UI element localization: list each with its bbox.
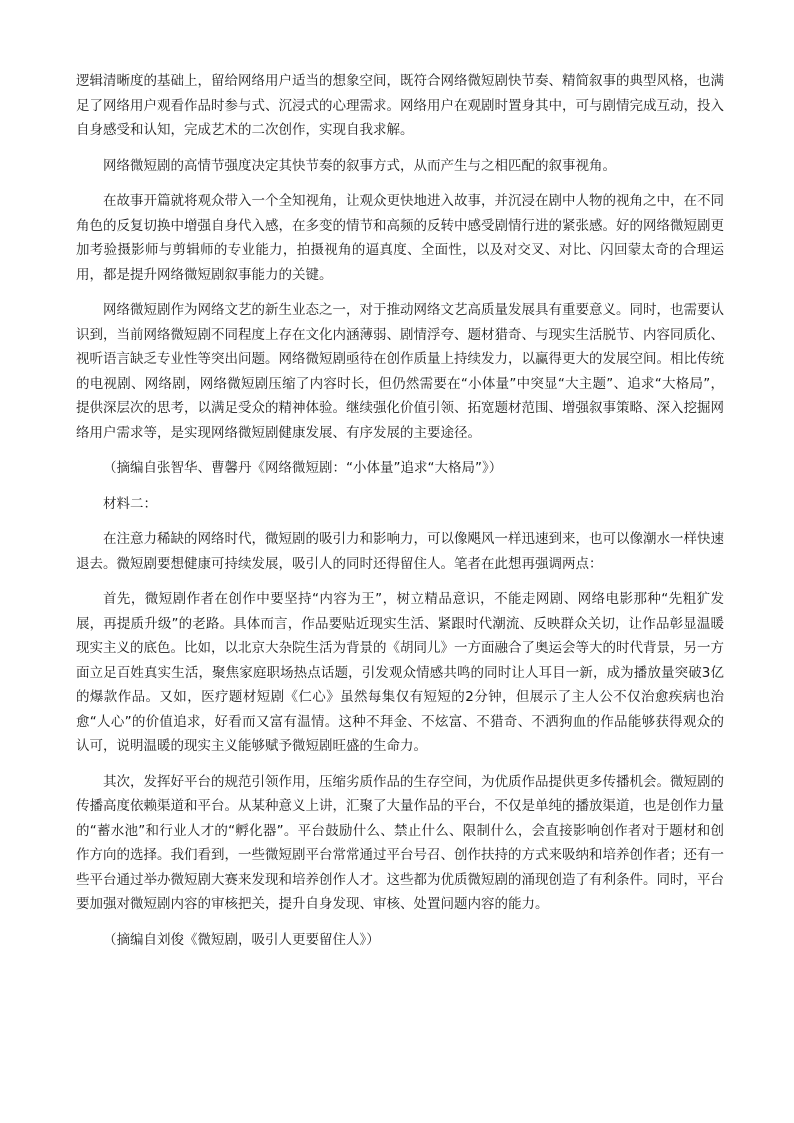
- paragraph-omniscient-view: 在故事开篇就将观众带入一个全知视角，让观众更快地进入故事，并沉浸在剧中人物的视角之中，在不同角色的反复切换中增强自身代入感，在多变的情节和高频的反转中感受剧情行进的紧张感。好的网络微短剧更加考验摄影师与剪辑师的专业能力，拍摄视角的逼真度、全面性，以及对交叉、对比、闪回蒙太奇的合理运用，都是提升网络微短剧叙事能力的关键。: [76, 193, 724, 283]
- source-citation-2: （摘编自刘俊《微短剧，吸引人更要留住人》）: [103, 931, 380, 948]
- paragraph-platform-guidance: 其次，发挥好平台的规范引领作用，压缩劣质作品的生存空间，为优质作品提供更多传播机会。微短剧的传播高度依赖渠道和平台。从某种意义上讲，汇聚了大量作品的平台，不仅是单纯的播放渠道，也是创作力量的“蓄水池”和行业人才的“孵化器”。平台鼓励什么、禁止什么、限制什么，会直接影响创作者对于题材和创作方向的选择。我们看到，一些微短剧平台常常通过平台号召、创作扶持的方式来吸纳和培养创作者；还有一些平台通过举办微短剧大赛来发现和培养创作人才。这些都为优质微短剧的涌现创造了有利条件。同时，平台要加强对微短剧内容的审核把关，提升自身发现、审核、处置问题内容的能力。: [76, 773, 724, 912]
- source-citation-1: （摘编自张智华、曹馨丹《网络微短剧：“小体量”追求“大格局”》）: [103, 460, 503, 476]
- paragraph-continuation: 逻辑清晰度的基础上，留给网络用户适当的想象空间，既符合网络微短剧快节奏、精简叙事的典型风格，也满足了网络用户观看作品时参与式、沉浸式的心理需求。网络用户在观剧时置身其中，可与剧情完成互动，投入自身感受和认知，完成艺术的二次创作，实现自我求解。: [76, 73, 724, 138]
- paragraph-attention-era: 在注意力稀缺的网络时代，微短剧的吸引力和影响力，可以像飓风一样迅速到来，也可以像潮水一样快速退去。微短剧要想健康可持续发展，吸引人的同时还得留住人。笔者在此想再强调两点：: [76, 531, 724, 572]
- paragraph-narrative-perspective: 网络微短剧的高情节强度决定其快节奏的叙事方式，从而产生与之相匹配的叙事视角。: [103, 157, 616, 174]
- document-page: [76, 69, 724, 963]
- material-two-heading: 材料二：: [103, 495, 157, 512]
- paragraph-significance: 网络微短剧作为网络文艺的新生业态之一，对于推动网络文艺高质量发展具有重要意义。同时，也需要认识到，当前网络微短剧不同程度上存在文化内涵薄弱、剧情浮夸、题材猎奇、与现实生活脱节、内容同质化、视听语言缺乏专业性等突出问题。网络微短剧亟待在创作质量上持续发力，以赢得更大的发展空间。相比传统的电视剧、网络剧，网络微短剧压缩了内容时长，但仍然需要在“小体量”中突显“大主题”、追求“大格局”，提供深层次的思考，以满足受众的精神体验。继续强化价值引领、拓宽题材范围、增强叙事策略、深入挖掘网络用户需求等，是实现网络微短剧健康发展、有序发展的主要途径。: [76, 302, 724, 441]
- paragraph-content-is-king: 首先，微短剧作者在创作中要坚持“内容为王”，树立精品意识，不能走网剧、网络电影那种“先粗犷发展，再提质升级”的老路。具体而言，作品要贴近现实生活、紧跟时代潮流、反映群众关切，让作品彰显温暖现实主义的底色。比如，以北京大杂院生活为背景的《胡同儿》一方面融合了奥运会等大的时代背景，另一方面立足百姓真实生活，聚焦家庭职场热点话题，引发观众情感共鸣的同时让人耳目一新，成为播放量突破3亿的爆款作品。又如，医疗题材短剧《仁心》虽然每集仅有短短的2分钟，但展示了主人公不仅治愈疾病也治愈“人心”的价值追求，好看而又富有温情。这种不拜金、不炫富、不猎奇、不洒狗血的作品能够获得观众的认可，说明温暖的现实主义能够赋予微短剧旺盛的生命力。: [76, 591, 724, 754]
